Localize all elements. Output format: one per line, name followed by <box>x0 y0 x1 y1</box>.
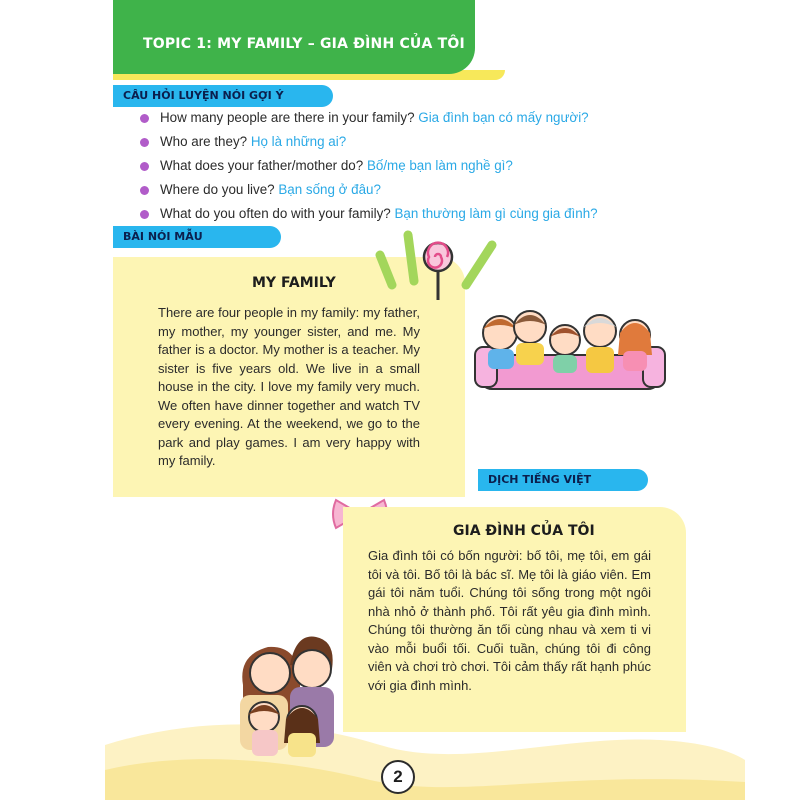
question-vi: Bạn sống ở đâu? <box>278 182 381 197</box>
question-vi: Họ là những ai? <box>250 134 347 149</box>
sample-section-tag: BÀI NÓI MẪU <box>113 226 281 248</box>
translation-text-box <box>343 507 686 732</box>
sample-title: MY FAMILY <box>252 275 336 291</box>
translation-title: GIA ĐÌNH CỦA TÔI <box>453 523 595 539</box>
lollipop-decoration <box>370 215 500 305</box>
questions-section-tag: CÂU HỎI LUYỆN NÓI GỢI Ý <box>113 85 333 107</box>
list-item <box>140 132 700 156</box>
page-number: 2 <box>381 760 415 794</box>
family-on-sofa-illustration <box>470 305 670 395</box>
family-hug-illustration <box>228 625 340 760</box>
list-item <box>140 108 700 132</box>
list-item <box>140 156 700 180</box>
question-vi: Bố/mẹ bạn làm nghề gì? <box>366 158 513 173</box>
translation-paragraph: Gia đình tôi có bốn người: bố tôi, mẹ tôi, em gái tôi và tôi. Bố tôi là bác sĩ. Mẹ tôi là giáo viên. Em gái tôi năm tuổi. Chúng tôi sống trong một ngôi nhà nhỏ ở thành phố. Tôi rất yêu gia đình mình. Chúng tôi thường ăn tối cùng nhau và xem ti vi vào mỗi buổi tối. Cuối tuần, chúng tôi đi công viên và chơi trò chơi. Tôi cảm thấy rất hạnh phúc với gia đình mình. <box>368 548 651 693</box>
question-vi: Bạn thường làm gì cùng gia đình? <box>394 206 598 221</box>
question-en: Who are they? <box>160 134 248 149</box>
question-en: How many people are there in your family? <box>160 110 415 125</box>
topic-title: TOPIC 1: MY FAMILY – GIA ĐÌNH CỦA TÔI <box>143 36 465 52</box>
translation-section-tag: DỊCH TIẾNG VIỆT <box>478 469 648 491</box>
question-vi: Gia đình bạn có mấy người? <box>418 110 589 125</box>
questions-list <box>140 108 700 228</box>
question-en: What do you often do with your family? <box>160 206 391 221</box>
question-en: What does your father/mother do? <box>160 158 364 173</box>
question-en: Where do you live? <box>160 182 275 197</box>
list-item <box>140 180 700 204</box>
sample-paragraph: There are four people in my family: my father, my mother, my younger sister, and me. My father is a doctor. My mother is a teacher. My sister is five years old. We live in a small house in the city. I love my family very much. We often have dinner together and watch TV every evening. At the weekend, we go to the park and play games. I am very happy with my family. <box>158 305 420 468</box>
